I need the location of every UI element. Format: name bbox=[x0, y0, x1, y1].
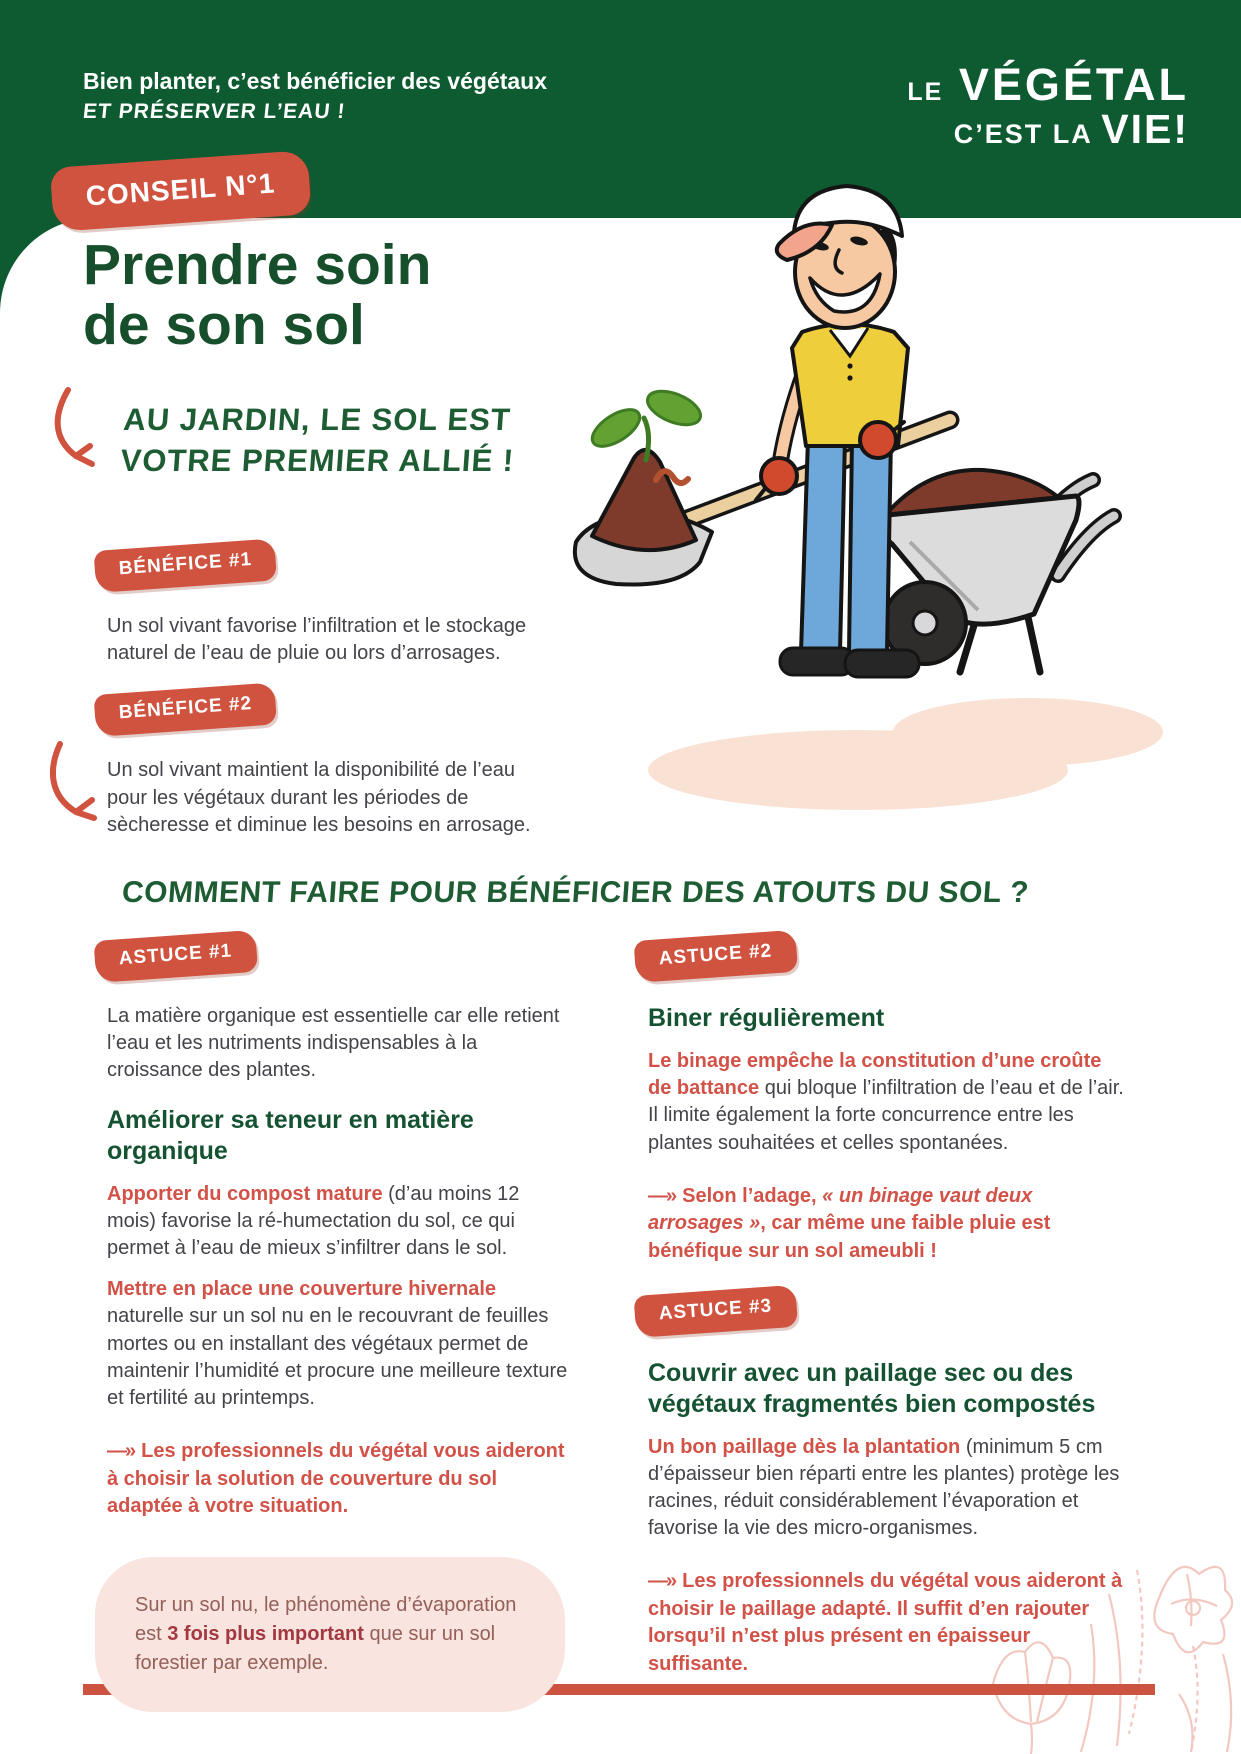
logo-vie: VIE! bbox=[1101, 106, 1189, 152]
benefit-2 bbox=[95, 695, 575, 737]
astuce-3-p1-lead: Un bon paillage dès la plantation bbox=[648, 1435, 961, 1458]
astuce-2-subheading: Biner régulièrement bbox=[648, 1004, 885, 1032]
astuce-2-p1-rest: qui bloque l’infiltration de l’eau et de l’air. Il limite également la forte concurrence entre les plantes souhaitées et celles spontanées. bbox=[648, 1077, 1124, 1154]
brand-logo-line1 bbox=[907, 59, 1189, 110]
note-pre: Sur un sol nu, le phénomène d’évaporation est bbox=[135, 1593, 517, 1645]
astuce-3-badge: ASTUCE #3 bbox=[634, 1284, 798, 1337]
astuce-2-3-section bbox=[635, 941, 1135, 1679]
page-title-line2: de son sol bbox=[83, 292, 365, 357]
header-tagline-line2: ET PRÉSERVER L’EAU ! bbox=[81, 100, 347, 123]
astuce-1-p2-rest: naturelle sur un sol nu en le recouvrant de feuilles mortes ou en installant des végétaux permet de maintenir l’humidité et procure une meilleure texture et fertilité au printemps. bbox=[107, 1305, 568, 1409]
header-tagline-line1: Bien planter, c’est bénéficier des végétaux bbox=[83, 68, 548, 94]
benefit-1 bbox=[95, 551, 575, 593]
gardener-illustration bbox=[558, 180, 1241, 825]
astuce-2-callout-quote: « un binage vaut deux arrosages » bbox=[648, 1184, 1033, 1235]
astuce-1-subheading: Améliorer sa teneur en matière organique bbox=[107, 1105, 474, 1165]
benefit-1-badge: BÉNÉFICE #1 bbox=[94, 538, 278, 593]
page-title-line1: Prendre soin bbox=[83, 233, 432, 297]
curved-arrow-icon bbox=[42, 740, 117, 830]
evaporation-note-box bbox=[95, 1557, 565, 1712]
astuce-1-callout-text: Les professionnels du végétal vous aideront à choisir la solution de couverture du sol adaptée à votre situation. bbox=[107, 1440, 565, 1518]
intro-heading bbox=[119, 400, 518, 482]
logo-vegetal: VÉGÉTAL bbox=[958, 59, 1189, 110]
benefit-1-text: Un sol vivant favorise l’infiltration et le stockage naturel de l’eau de pluie ou lors d’arrosages. bbox=[107, 615, 527, 665]
section-heading: COMMENT FAIRE POUR BÉNÉFICIER DES ATOUTS DU SOL ? bbox=[120, 876, 1030, 909]
intro-heading-line2: VOTRE PREMIER ALLIÉ ! bbox=[119, 442, 516, 478]
arrow-right-icon: —» bbox=[648, 1570, 676, 1593]
benefit-2-text: Un sol vivant maintient la disponibilité de l’eau pour les végétaux durant les périodes de sècheresse et diminue les besoins en arrosage. bbox=[107, 759, 531, 836]
astuce-3-paragraph-1 bbox=[648, 1434, 1128, 1543]
astuce-1-paragraph-1 bbox=[107, 1181, 569, 1263]
page-title bbox=[83, 233, 432, 357]
astuce-3-callout-text: Les professionnels du végétal vous aideront à choisir le paillage adapté. Il suffit d’en rajouter lorsqu’il n’est plus présent en épaisseur suffisante. bbox=[648, 1570, 1123, 1676]
astuce-1-p1-lead: Apporter du compost mature bbox=[107, 1182, 383, 1205]
brand-logo bbox=[907, 59, 1189, 152]
astuce-3-subheading: Couvrir avec un paillage sec ou des végétaux fragmentés bien compostés bbox=[648, 1358, 1096, 1418]
astuce-1 bbox=[95, 941, 573, 983]
astuce-2-p1-lead: Le binage empêche la constitution d’une croûte de battance bbox=[648, 1050, 1102, 1100]
note-post: que sur un sol forestier par exemple. bbox=[135, 1622, 496, 1674]
benefits-section bbox=[95, 551, 575, 867]
astuce-3-callout bbox=[648, 1568, 1128, 1678]
curved-arrow-icon bbox=[46, 386, 116, 476]
astuce-2-callout bbox=[648, 1183, 1128, 1266]
astuce-2-callout-pre: Selon l’adage, bbox=[682, 1184, 823, 1207]
brand-logo-line2 bbox=[907, 106, 1189, 152]
astuce-2-callout-post: , car même une faible pluie est bénéfique sur un sol ameubli ! bbox=[648, 1212, 1051, 1262]
arrow-right-icon: —» bbox=[648, 1184, 676, 1207]
astuce-1-badge: ASTUCE #1 bbox=[94, 930, 258, 983]
astuce-1-p2-lead: Mettre en place une couverture hivernale bbox=[107, 1278, 497, 1301]
astuce-2-badge: ASTUCE #2 bbox=[634, 930, 798, 983]
astuce-1-section bbox=[95, 941, 573, 1712]
astuce-2-paragraph-1 bbox=[648, 1048, 1128, 1157]
intro-heading-line1: AU JARDIN, LE SOL EST bbox=[122, 402, 513, 437]
astuce-1-p1-rest: (d’au moins 12 mois) favorise la ré-humectation du sol, ce qui permet à l’eau de mieux s’infiltrer dans le sol. bbox=[107, 1182, 520, 1259]
astuce-1-intro: La matière organique est essentielle car elle retient l’eau et les nutriments indispensables à la croissance des plantes. bbox=[107, 1005, 560, 1082]
astuce-1-callout bbox=[107, 1438, 569, 1521]
astuce-2 bbox=[635, 941, 1135, 983]
benefit-2-badge: BÉNÉFICE #2 bbox=[94, 683, 278, 738]
note-bold: 3 fois plus important bbox=[167, 1622, 364, 1645]
astuce-3-p1-rest: (minimum 5 cm d’épaisseur bien réparti entre les plantes) protège les racines, réduit considérablement l’évaporation et favorise la vie des micro-organismes. bbox=[648, 1435, 1120, 1540]
arrow-right-icon: —» bbox=[107, 1440, 135, 1463]
astuce-3 bbox=[635, 1296, 1135, 1338]
logo-cest-la: C’EST LA bbox=[953, 119, 1092, 149]
conseil-badge: CONSEIL N°1 bbox=[50, 150, 312, 232]
logo-le: LE bbox=[907, 78, 944, 106]
astuce-1-paragraph-2 bbox=[107, 1276, 569, 1412]
